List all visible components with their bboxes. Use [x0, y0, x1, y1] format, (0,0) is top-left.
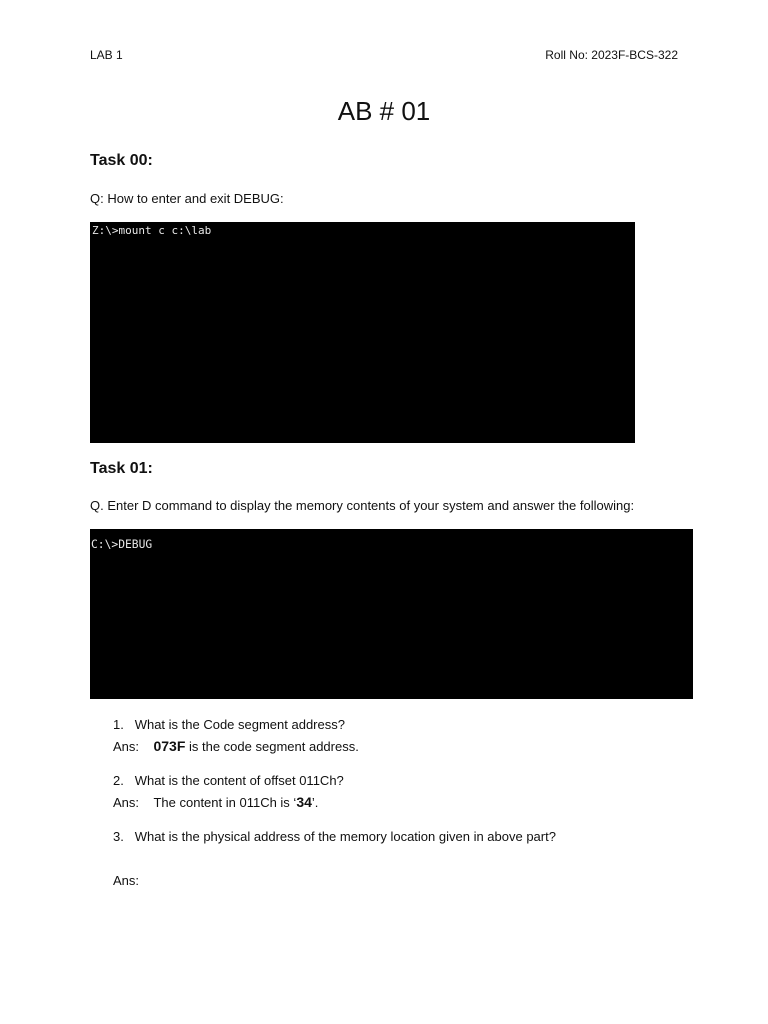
answer-2-value: 34	[296, 794, 312, 810]
answer-2-post: ’.	[311, 795, 319, 810]
answer-2-pre: The content in 011Ch is ‘	[153, 795, 297, 810]
terminal2-line: C:\>DEBUG	[91, 538, 153, 551]
document-title: AB # 01	[337, 96, 431, 126]
task00-heading: Task 00:	[90, 152, 153, 169]
question-2-number: 2.	[113, 773, 124, 788]
answer-2	[113, 794, 318, 810]
question-2	[113, 773, 344, 788]
task01-question: Q. Enter D command to display the memory contents of your system and answer the following:	[90, 498, 635, 513]
terminal1-line: Z:\>mount c c:\lab	[92, 224, 212, 237]
question-3-text: What is the physical address of the memory location given in above part?	[134, 829, 556, 844]
debug-terminal-screenshot	[90, 222, 635, 443]
answer-3-label: Ans:	[113, 873, 140, 888]
answer-1-value: 073F	[153, 738, 186, 754]
question-1-text: What is the Code segment address?	[134, 717, 345, 732]
header-left: LAB 1	[90, 48, 123, 62]
question-2-text: What is the content of offset 011Ch?	[134, 773, 344, 788]
answer-1-label: Ans:	[113, 739, 140, 754]
question-1	[113, 717, 345, 732]
answer-1	[113, 738, 359, 754]
question-3	[113, 829, 556, 844]
answer-1-text: is the code segment address.	[185, 739, 359, 754]
question-3-number: 3.	[113, 829, 124, 844]
task01-heading: Task 01:	[90, 460, 153, 477]
task00-question: Q: How to enter and exit DEBUG:	[90, 191, 284, 206]
memory-dump-screenshot	[90, 529, 693, 699]
answer-2-label: Ans:	[113, 795, 140, 810]
question-1-number: 1.	[113, 717, 124, 732]
header-right: Roll No: 2023F-BCS-322	[545, 48, 678, 62]
